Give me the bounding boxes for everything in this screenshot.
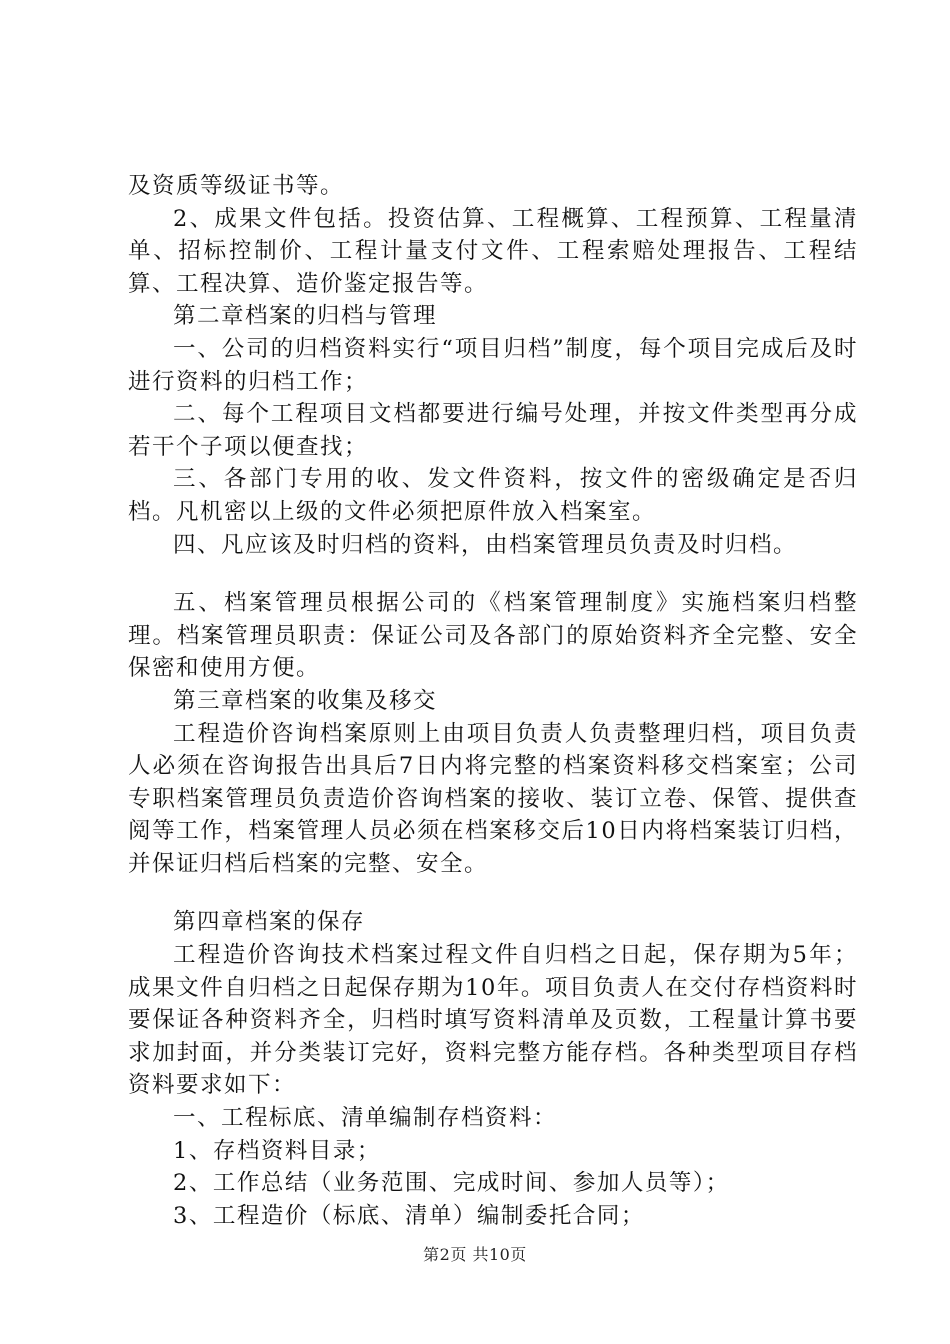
paragraph-spacer [128, 880, 858, 906]
chapter-2-heading: 第二章档案的归档与管理 [173, 303, 438, 330]
paragraph-collection-transfer: 工程造价咨询档案原则上由项目负责人负责整理归档，项目负责人必须在咨询报告出具后7日内将完整的档案资料移交档案室；公司专职档案管理员负责造价咨询档案的接收、装订立卷、保管、提供查阅等工作，档案管理人员必须在档案移交后10日内将档案装订归档，并保证归档后档案的完整、安全。 [128, 720, 858, 877]
paragraph-rule-5: 五、档案管理员根据公司的《档案管理制度》实施档案归档整理。档案管理员职责：保证公司及各部门的原始资料齐全完整、安全保密和使用方便。 [128, 590, 858, 682]
page-footer [0, 1242, 950, 1265]
paragraph-rule-1: 一、公司的归档资料实行“项目归档”制度，每个项目完成后及时进行资料的归档工作； [128, 335, 858, 395]
paragraph-retention: 工程造价咨询技术档案过程文件自归档之日起，保存期为5年；成果文件自归档之日起保存期为10年。项目负责人在交付存档资料时要保证各种资料齐全，归档时填写资料清单及页数，工程量计算书要求加封面，并分类装订完好，资料完整方能存档。各种类型项目存档资料要求如下： [128, 942, 858, 1099]
page-number-label: 第2页 共10页 [423, 1245, 527, 1264]
paragraph-rule-4: 四、凡应该及时归档的资料，由档案管理员负责及时归档。 [173, 531, 798, 558]
list-item: 1、存档资料目录； [173, 1137, 381, 1164]
paragraph-result-files: 2、成果文件包括。投资估算、工程概算、工程预算、工程量清单、招标控制价、工程计量支付文件、工程索赔处理报告、工程结算、工程决算、造价鉴定报告等。 [128, 205, 858, 297]
chapter-3-heading: 第三章档案的收集及移交 [173, 687, 438, 714]
paragraph-rule-3: 三、各部门专用的收、发文件资料，按文件的密级确定是否归档。凡机密以上级的文件必须把原件放入档案室。 [128, 466, 858, 525]
chapter-4-heading: 第四章档案的保存 [173, 909, 366, 936]
paragraph-section-1: 一、工程标底、清单编制存档资料： [173, 1105, 558, 1132]
paragraph-spacer [128, 561, 858, 587]
list-item: 2、工作总结（业务范围、完成时间、参加人员等）； [173, 1170, 730, 1197]
document-body [128, 170, 858, 1232]
paragraph-continuation: 及资质等级证书等。 [128, 173, 345, 199]
paragraph-rule-2: 二、每个工程项目文档都要进行编号处理，并按文件类型再分成若干个子项以便查找； [128, 401, 858, 460]
list-item: 3、工程造价（标底、清单）编制委托合同； [173, 1202, 645, 1229]
